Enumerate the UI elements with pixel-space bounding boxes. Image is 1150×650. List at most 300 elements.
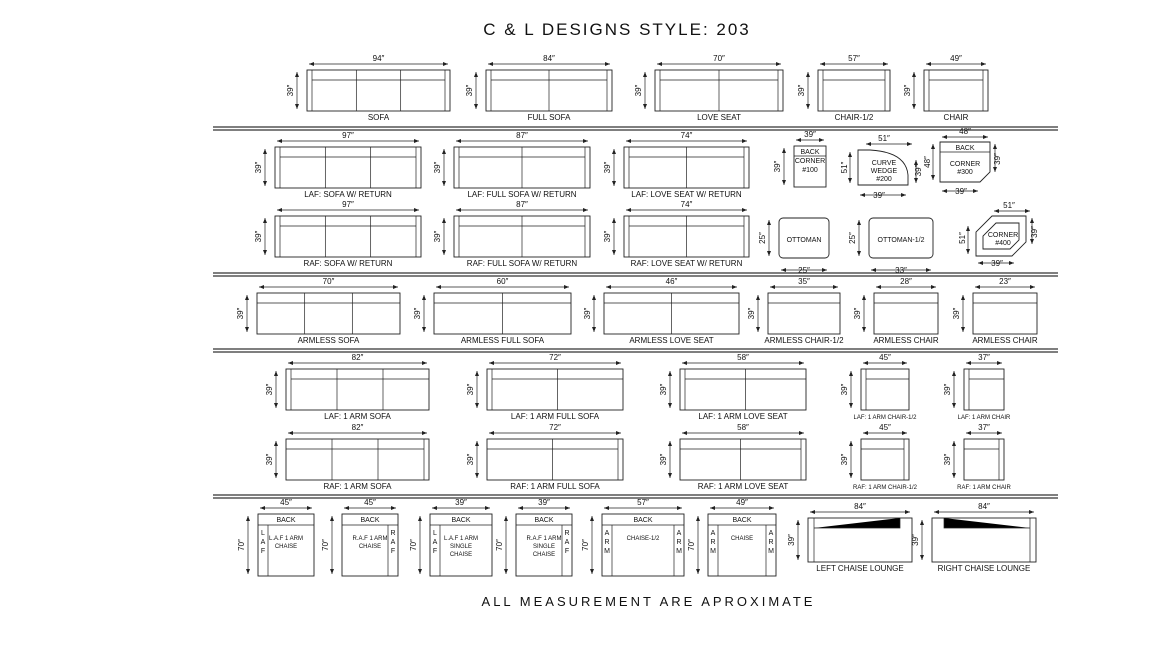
width-dimension: 37″ — [978, 353, 990, 362]
sofa-piece — [466, 423, 623, 491]
corner-400-piece — [958, 201, 1039, 268]
arrowhead — [612, 218, 616, 223]
sofa-piece — [236, 277, 400, 345]
depth-dimension: 70″ — [409, 539, 418, 551]
arrowhead — [677, 506, 682, 510]
width-dimension: 46″ — [665, 277, 678, 286]
width-dimension: 72″ — [549, 423, 561, 432]
sofa-piece — [465, 54, 612, 122]
piece-outline — [924, 70, 988, 111]
arrowhead — [796, 520, 800, 525]
width-dimension: 35″ — [798, 277, 810, 286]
arrowhead — [592, 327, 596, 332]
arrowhead — [993, 167, 997, 172]
piece-label: ARMLESS FULL SOFA — [460, 336, 545, 345]
module-piece — [773, 130, 826, 187]
side-letter: R — [710, 539, 716, 546]
arrowhead — [330, 569, 334, 574]
arrowhead — [583, 208, 588, 212]
arrowhead — [993, 144, 997, 149]
arrowhead — [863, 431, 868, 435]
arrowhead — [926, 62, 931, 66]
piece-inner-text: BACK — [633, 517, 653, 524]
arrowhead — [848, 178, 852, 183]
piece-outline — [861, 439, 909, 480]
arrowhead — [606, 285, 611, 289]
arrowhead — [422, 431, 427, 435]
arrowhead — [605, 62, 610, 66]
arrowhead — [994, 209, 999, 213]
arrowhead — [966, 361, 971, 365]
piece-inner-text: #200 — [876, 176, 892, 183]
width-dimension: 84″ — [854, 502, 866, 511]
arrowhead — [504, 569, 508, 574]
piece-inner-text: R.A.F 1 ARM — [352, 536, 388, 542]
arrowhead — [806, 104, 810, 109]
piece-label: LEFT CHAISE LOUNGE — [816, 564, 904, 573]
arrowhead — [822, 268, 827, 272]
arrowhead — [682, 361, 687, 365]
arrowhead — [799, 361, 804, 365]
arrowhead — [668, 403, 672, 408]
sofa-piece — [659, 423, 806, 491]
sofa-piece — [747, 277, 844, 345]
arrowhead — [782, 148, 786, 153]
arrowhead — [475, 403, 479, 408]
depth-dimension: 39″ — [903, 84, 912, 97]
arrowhead — [914, 160, 918, 165]
arrowhead — [288, 361, 293, 365]
width-dimension: 45″ — [879, 353, 891, 362]
width-dimension: 39″ — [955, 187, 967, 196]
piece-label: LAF: LOVE SEAT W/ RETURN — [631, 190, 742, 199]
side-letter: L — [433, 530, 437, 537]
width-dimension: 70″ — [713, 54, 725, 63]
width-dimension: 72″ — [549, 353, 561, 362]
arrowhead — [422, 295, 426, 300]
depth-dimension: 39″ — [1030, 226, 1039, 238]
arrowhead — [274, 473, 278, 478]
piece-inner-text: BACK — [451, 517, 471, 524]
piece-inner-text: CHAISE — [274, 544, 298, 550]
sofa-piece — [943, 353, 1011, 421]
arrowhead — [952, 371, 956, 376]
arrowhead — [862, 327, 866, 332]
piece-label: LAF: SOFA W/ RETURN — [304, 190, 392, 199]
piece-inner-text: CHAISE — [730, 536, 754, 542]
depth-dimension: 39″ — [466, 383, 475, 396]
arrowhead — [564, 285, 569, 289]
arrowhead — [436, 285, 441, 289]
width-dimension: 57″ — [848, 54, 860, 63]
sofa-piece — [952, 277, 1038, 345]
arrowhead — [860, 193, 865, 197]
sofa-piece — [659, 353, 806, 421]
arrowhead — [973, 189, 978, 193]
depth-dimension: 70″ — [321, 539, 330, 551]
arrowhead — [488, 62, 493, 66]
piece-outline — [487, 369, 623, 410]
width-dimension: 97″ — [342, 200, 354, 209]
arrowhead — [857, 220, 861, 225]
depth-dimension: 39″ — [583, 307, 592, 320]
depth-dimension: 70″ — [687, 539, 696, 551]
width-dimension: 74″ — [680, 131, 693, 140]
piece-outline — [286, 439, 429, 480]
arrowhead — [612, 149, 616, 154]
depth-dimension: 39″ — [943, 453, 952, 466]
piece-inner-text: L.A.F 1 ARM — [443, 536, 479, 542]
arrowhead — [612, 181, 616, 186]
piece-outline — [973, 293, 1037, 334]
width-dimension: 39″ — [804, 130, 816, 139]
width-dimension: 70″ — [322, 277, 335, 286]
width-dimension: 51″ — [1003, 201, 1015, 210]
arrowhead — [849, 371, 853, 376]
arrowhead — [767, 220, 771, 225]
side-letter: F — [390, 548, 396, 555]
arrowhead — [1029, 510, 1034, 514]
sofa-piece — [840, 353, 917, 421]
piece-inner-text: #100 — [802, 167, 818, 174]
arrowhead — [849, 403, 853, 408]
depth-dimension: 39″ — [840, 453, 849, 466]
width-dimension: 87″ — [516, 131, 528, 140]
piece-label: ARMLESS LOVE SEAT — [629, 336, 714, 345]
arrowhead — [288, 431, 293, 435]
width-dimension: 82″ — [351, 353, 364, 362]
piece-label: CHAIR-1/2 — [834, 113, 874, 122]
width-dimension: 49″ — [736, 498, 748, 507]
side-letter: A — [676, 530, 682, 537]
arrowhead — [871, 268, 876, 272]
arrowhead — [391, 506, 396, 510]
arrowhead — [626, 208, 631, 212]
arrowhead — [914, 178, 918, 183]
piece-outline — [768, 293, 840, 334]
width-dimension: 84″ — [978, 502, 990, 511]
arrowhead — [442, 218, 446, 223]
sofa-piece — [466, 353, 623, 421]
arrowhead — [474, 104, 478, 109]
chaise-piece — [687, 498, 776, 576]
depth-dimension: 51″ — [840, 161, 849, 174]
piece-outline — [275, 147, 421, 188]
arrowhead — [616, 361, 621, 365]
piece-label: ARMLESS CHAIR — [873, 336, 939, 345]
arrowhead — [810, 510, 815, 514]
width-dimension: 28″ — [900, 277, 912, 286]
side-letter: A — [390, 539, 396, 546]
arrowhead — [931, 144, 935, 149]
depth-dimension: 39″ — [747, 307, 756, 320]
sofa-piece — [254, 131, 421, 199]
depth-dimension: 39″ — [943, 383, 952, 396]
sofa-piece — [634, 54, 783, 122]
arrowhead — [643, 72, 647, 77]
width-dimension: 60″ — [496, 277, 509, 286]
module-piece — [848, 218, 933, 275]
arrowhead — [489, 431, 494, 435]
arrowhead — [966, 226, 970, 231]
disclaimer-note: ALL MEASUREMENT ARE APROXIMATE — [481, 594, 816, 609]
arrowhead — [474, 72, 478, 77]
arrowhead — [966, 249, 970, 254]
side-letter: M — [604, 548, 610, 555]
arrowhead — [931, 285, 936, 289]
arrowhead — [590, 516, 594, 521]
arrowhead — [643, 104, 647, 109]
side-letter: A — [260, 539, 266, 546]
arrowhead — [776, 62, 781, 66]
arrowhead — [902, 431, 907, 435]
piece-inner-text: #400 — [995, 240, 1011, 247]
arrowhead — [295, 104, 299, 109]
depth-dimension: 48″ — [923, 156, 932, 168]
piece-label: LAF: 1 ARM LOVE SEAT — [698, 412, 788, 421]
arrowhead — [931, 175, 935, 180]
depth-dimension: 39″ — [286, 84, 295, 97]
sofa-piece — [265, 353, 429, 421]
depth-dimension: 51″ — [958, 232, 967, 244]
arrowhead — [905, 510, 910, 514]
piece-label: ARMLESS SOFA — [297, 336, 360, 345]
arrowhead — [504, 516, 508, 521]
sofa-piece — [286, 54, 450, 122]
sofa-piece — [603, 131, 749, 199]
corner-300-piece — [923, 127, 1002, 196]
piece-inner-text: CORNER — [949, 161, 981, 168]
piece-inner-text: BACK — [732, 517, 752, 524]
sofa-piece — [840, 423, 918, 491]
piece-outline — [286, 369, 429, 410]
width-dimension: 39″ — [991, 259, 1003, 268]
arrowhead — [274, 403, 278, 408]
depth-dimension: 39″ — [993, 153, 1002, 165]
piece-label: RIGHT CHAISE LOUNGE — [937, 564, 1031, 573]
arrowhead — [668, 441, 672, 446]
side-letter: M — [768, 548, 774, 555]
arrowhead — [767, 251, 771, 256]
arrowhead — [418, 516, 422, 521]
piece-label: ARMLESS CHAIR — [972, 336, 1038, 345]
depth-dimension: 39″ — [797, 84, 806, 97]
sofa-piece — [603, 200, 749, 268]
arrowhead — [920, 555, 924, 560]
piece-inner-text: SINGLE — [532, 544, 556, 550]
arrowhead — [475, 371, 479, 376]
piece-label: SOFA — [367, 113, 390, 122]
width-dimension: 39″ — [455, 498, 467, 507]
arrowhead — [696, 516, 700, 521]
arrowhead — [295, 72, 299, 77]
arrowhead — [443, 62, 448, 66]
arrowhead — [756, 295, 760, 300]
side-letter: F — [564, 548, 570, 555]
arrowhead — [442, 181, 446, 186]
sofa-piece — [254, 200, 421, 268]
width-dimension: 37″ — [978, 423, 990, 432]
depth-dimension: 39″ — [254, 161, 263, 174]
arrowhead — [1009, 261, 1014, 265]
side-letter: R — [676, 539, 682, 546]
depth-dimension: 39″ — [433, 161, 442, 174]
piece-label: RAF: 1 ARM SOFA — [323, 482, 392, 491]
piece-inner-text: CORNER — [987, 232, 1019, 239]
piece-inner-text: WEDGE — [870, 168, 898, 175]
arrowhead — [961, 295, 965, 300]
depth-dimension: 25″ — [758, 232, 767, 244]
arrowhead — [475, 473, 479, 478]
piece-outline — [874, 293, 938, 334]
depth-dimension: 39″ — [466, 453, 475, 466]
sofa-piece — [413, 277, 571, 345]
arrowhead — [796, 555, 800, 560]
depth-dimension: 70″ — [495, 539, 504, 551]
depth-dimension: 70″ — [581, 539, 590, 551]
depth-dimension: 39″ — [265, 453, 274, 466]
depth-dimension: 39″ — [236, 307, 245, 320]
arrowhead — [942, 135, 947, 139]
piece-label: RAF: 1 ARM FULL SOFA — [510, 482, 600, 491]
sofa-piece — [797, 54, 890, 122]
sofa-piece — [853, 277, 939, 345]
side-letter: R — [768, 539, 774, 546]
piece-inner-text: BACK — [534, 517, 554, 524]
width-dimension: 97″ — [342, 131, 354, 140]
module-piece — [758, 218, 829, 275]
piece-inner-text: BACK — [800, 149, 820, 156]
width-dimension: 45″ — [280, 498, 292, 507]
depth-dimension: 39″ — [659, 453, 668, 466]
depth-dimension: 39″ — [603, 230, 612, 243]
sofa-piece — [433, 131, 590, 199]
piece-outline — [307, 70, 450, 111]
piece-inner-text: OTTOMAN-1/2 — [877, 237, 925, 244]
piece-label: RAF: 1 ARM CHAIR — [957, 485, 1011, 491]
arrowhead — [849, 473, 853, 478]
piece-label: RAF: SOFA W/ RETURN — [303, 259, 393, 268]
piece-label: LOVE SEAT — [697, 113, 741, 122]
arrowhead — [612, 250, 616, 255]
arrowhead — [978, 261, 983, 265]
arrowhead — [819, 138, 824, 142]
piece-outline — [861, 369, 909, 410]
depth-dimension: 39″ — [853, 307, 862, 320]
arrowhead — [565, 506, 570, 510]
piece-inner-text: OTTOMAN — [786, 237, 822, 244]
page-title: C & L DESIGNS STYLE: 203 — [483, 20, 751, 39]
width-dimension: 33″ — [895, 266, 907, 275]
piece-inner-text: CORNER — [794, 158, 826, 165]
arrowhead — [418, 569, 422, 574]
arrowhead — [975, 285, 980, 289]
arrowhead — [952, 441, 956, 446]
arrowhead — [309, 62, 314, 66]
side-letter: R — [564, 530, 570, 537]
arrowhead — [344, 506, 349, 510]
side-letter: A — [604, 530, 610, 537]
arrowhead — [277, 139, 282, 143]
arrowhead — [668, 473, 672, 478]
piece-inner-text: SINGLE — [449, 544, 473, 550]
width-dimension: 58″ — [737, 423, 749, 432]
side-letter: R — [390, 530, 396, 537]
arrowhead — [863, 361, 868, 365]
arrowhead — [907, 142, 912, 146]
depth-dimension: 39″ — [840, 383, 849, 396]
piece-outline — [257, 293, 400, 334]
depth-dimension: 39″ — [254, 230, 263, 243]
arrowhead — [901, 193, 906, 197]
chaise-piece — [237, 498, 314, 576]
depth-dimension: 39″ — [265, 383, 274, 396]
piece-label: LAF: 1 ARM FULL SOFA — [510, 412, 600, 421]
side-letter: F — [260, 548, 266, 555]
arrowhead — [245, 295, 249, 300]
arrowhead — [432, 506, 437, 510]
arrowhead — [442, 250, 446, 255]
depth-dimension: 39″ — [433, 230, 442, 243]
depth-dimension: 39″ — [465, 84, 474, 97]
arrowhead — [682, 431, 687, 435]
arrowhead — [583, 139, 588, 143]
arrowhead — [274, 371, 278, 376]
piece-outline — [487, 439, 623, 480]
piece-inner-text: L.A.F 1 ARM — [268, 536, 304, 542]
arrowhead — [456, 208, 461, 212]
sofa-piece — [265, 423, 429, 491]
width-dimension: 45″ — [364, 498, 376, 507]
arrowhead — [742, 208, 747, 212]
arrowhead — [997, 431, 1002, 435]
chaise-lounge-piece — [911, 502, 1036, 573]
arrowhead — [422, 361, 427, 365]
arrowhead — [799, 431, 804, 435]
arrowhead — [833, 285, 838, 289]
piece-label: RAF: 1 ARM CHAIR-1/2 — [852, 485, 918, 491]
side-letter: M — [710, 548, 716, 555]
arrowhead — [848, 152, 852, 157]
chaise-piece — [321, 498, 398, 576]
side-letter: M — [676, 548, 682, 555]
arrowhead — [422, 327, 426, 332]
arrowhead — [414, 139, 419, 143]
arrowhead — [769, 506, 774, 510]
arrowhead — [274, 441, 278, 446]
piece-outline — [680, 439, 806, 480]
arrowhead — [862, 295, 866, 300]
piece-inner-text: BACK — [276, 517, 296, 524]
arrowhead — [246, 569, 250, 574]
arrowhead — [616, 431, 621, 435]
arrowhead — [942, 189, 947, 193]
side-letter: F — [432, 548, 438, 555]
piece-label: LAF: FULL SOFA W/ RETURN — [467, 190, 577, 199]
arrowhead — [696, 569, 700, 574]
arrowhead — [742, 139, 747, 143]
piece-inner-text: CHAISE — [358, 544, 382, 550]
piece-outline — [680, 369, 806, 410]
arrowhead — [912, 104, 916, 109]
depth-dimension: 39″ — [952, 307, 961, 320]
arrowhead — [983, 135, 988, 139]
width-dimension: 94″ — [372, 54, 385, 63]
arrowhead — [781, 268, 786, 272]
arrowhead — [668, 371, 672, 376]
arrowhead — [952, 473, 956, 478]
arrowhead — [414, 208, 419, 212]
